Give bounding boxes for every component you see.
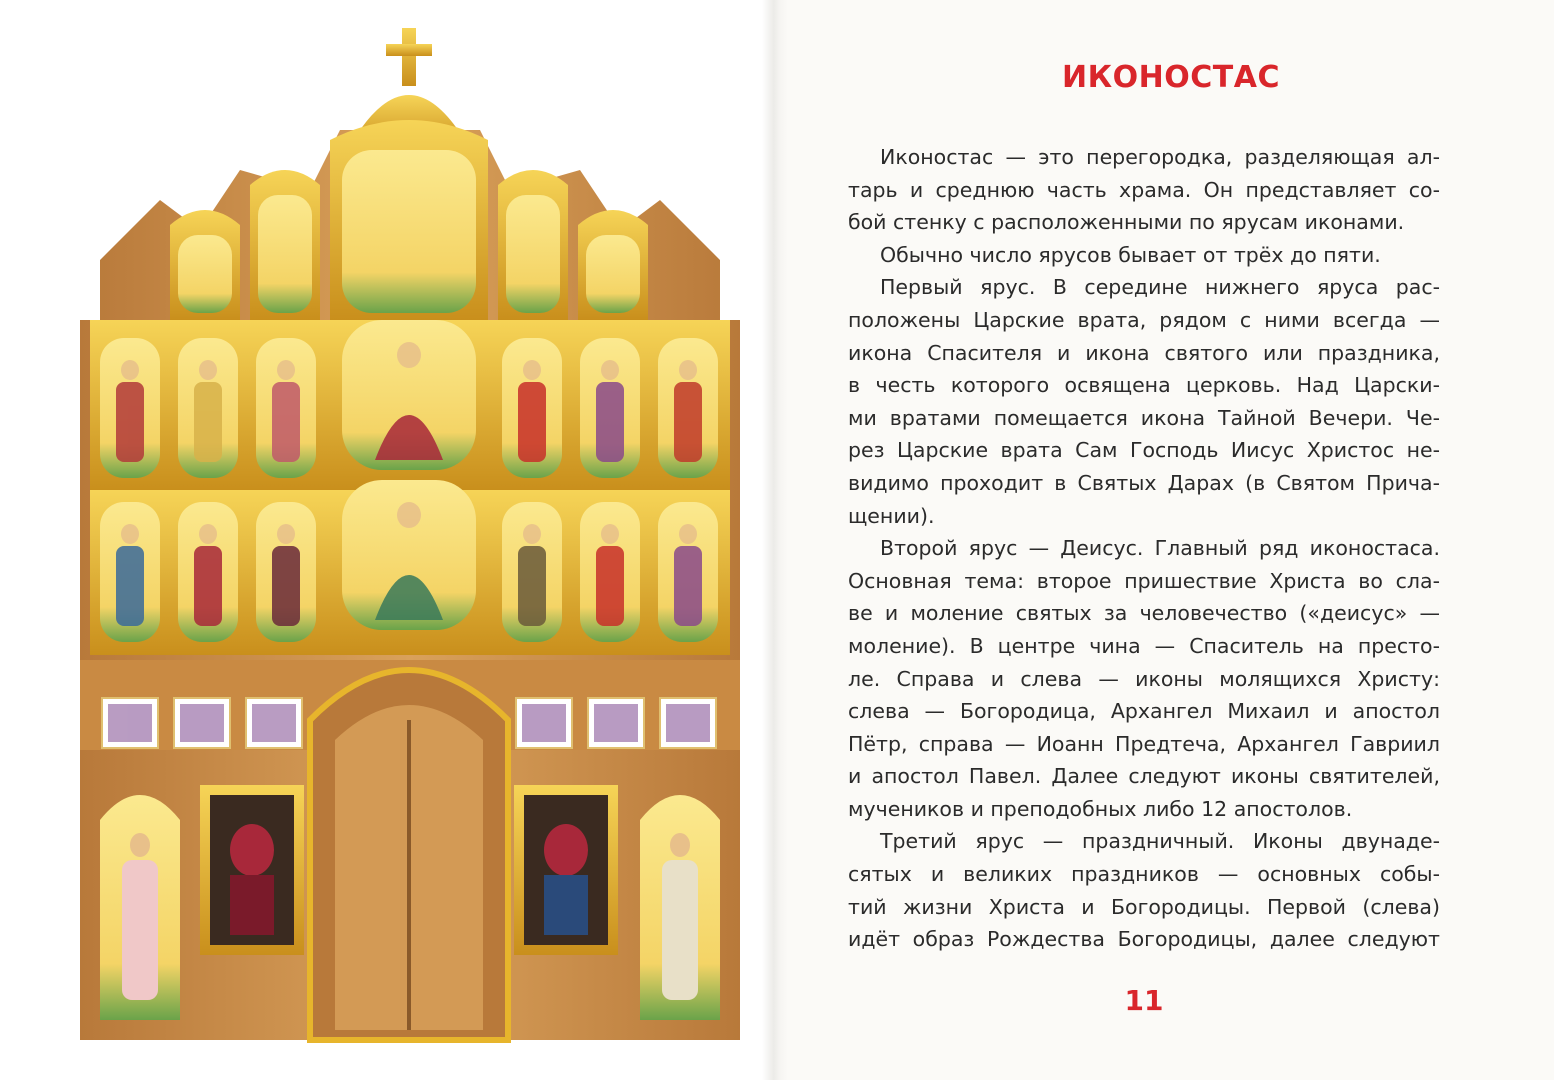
page-number: 11 (1124, 984, 1164, 1017)
text-line: Второй ярус — Деисус. Главный ряд иконостаса. (880, 536, 1440, 561)
text-line: ми вратами помещается икона Тайной Вечери. Че- (848, 405, 1440, 430)
text-line: ле. Справа и слева — иконы молящихся Христу: (848, 666, 1440, 691)
text-line: слева — Богородица, Архангел Михаил и апостол (848, 699, 1440, 724)
text-line: рез Царские врата Сам Господь Иисус Христос не- (848, 438, 1440, 463)
text-line: Иконостас — это перегородка, разделяющая ал- (880, 145, 1440, 169)
text-line: сятых и великих праздников — основных собы- (848, 862, 1440, 887)
iconostasis-illustration (60, 20, 760, 1060)
text-line: Пётр, справа — Иоанн Предтеча, Архангел Гавриил (848, 731, 1440, 756)
text-line: моление). В центре чина — Спаситель на престо- (848, 633, 1440, 658)
text-line: Основная тема: второе пришествие Христа во сла- (848, 568, 1440, 593)
text-line: бой стенку с расположенными по ярусам иконами. (848, 210, 1405, 235)
text-line: Первый ярус. В середине нижнего яруса рас- (880, 275, 1440, 300)
text-line: идёт образ Рождества Богородицы, далее следуют (848, 927, 1440, 952)
text-line: видимо проходит в Святых Дарах (в Святом Прича- (848, 470, 1440, 495)
text-line: икона Спасителя и икона святого или праздника, (848, 340, 1440, 365)
right-page (788, 0, 1554, 1080)
text-line: в честь которого освящена церковь. Над Царски- (848, 373, 1440, 398)
text-line: щении). (848, 503, 935, 528)
text-line: ве и моление святых за человечество («деисус» — (848, 601, 1440, 626)
text-line: мучеников и преподобных либо 12 апостолов. (848, 796, 1353, 821)
text-line: тий жизни Христа и Богородицы. Первой (слева) (848, 894, 1440, 919)
text-line: положены Царские врата, рядом с ними всегда — (848, 307, 1440, 332)
text-line: тарь и среднюю часть храма. Он представляет со- (848, 177, 1440, 202)
left-page (0, 0, 775, 1080)
text-line: и апостол Павел. Далее следуют иконы святителей, (848, 764, 1440, 789)
cross-icon (386, 28, 432, 86)
page-title: ИКОНОСТАС (1062, 60, 1280, 95)
book-gutter (762, 0, 788, 1080)
body-text (848, 141, 1440, 956)
text-line: Обычно число ярусов бывает от трёх до пяти. (880, 242, 1381, 267)
text-line: Третий ярус — праздничный. Иконы двунаде- (880, 829, 1440, 854)
